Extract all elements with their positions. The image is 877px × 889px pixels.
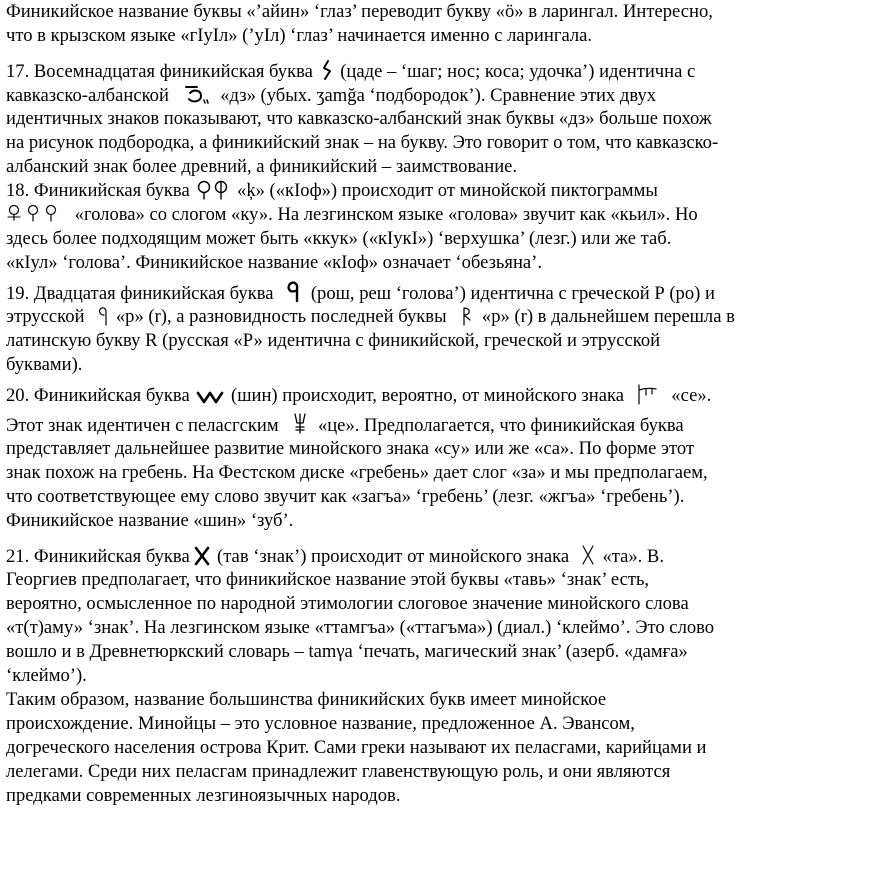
text-line: «кIул» ‘голова’. Финикийское название «кIоф» означает ‘обезьяна’. bbox=[6, 252, 543, 273]
paragraph-intro bbox=[6, 0, 872, 48]
text-segment: 18. Финикийская буква bbox=[6, 180, 190, 201]
paragraph-19 bbox=[6, 281, 872, 377]
paragraph-conclusion bbox=[6, 688, 872, 808]
text-line: ‘клеймо’). bbox=[6, 665, 87, 686]
paragraph-17 bbox=[6, 59, 872, 179]
text-line: Финикийское название «шин» ‘зуб’. bbox=[6, 510, 294, 531]
text-segment: (шин) происходит, вероятно, от минойского знака bbox=[231, 385, 624, 406]
paragraph-21 bbox=[6, 544, 872, 688]
text-line: лелегами. Среди них пеласгам принадлежит главенствующую роль, и они являются bbox=[6, 761, 671, 782]
text-line: происхождение. Минойцы – это условное название, предложенное А. Эвансом, bbox=[6, 713, 635, 734]
phoenician-tsade-glyph-icon bbox=[320, 59, 334, 81]
phoenician-shin-glyph-icon bbox=[196, 389, 224, 405]
text-segment: «р» (r) в дальнейшем перешла в bbox=[481, 306, 735, 327]
text-segment: 21. Финикийская буква bbox=[6, 546, 190, 567]
text-segment: 20. Финикийская буква bbox=[6, 385, 190, 406]
text-segment: «р» (r), а разновидность последней буквы bbox=[115, 306, 447, 327]
text-segment: «це». Предполагается, что финикийская буква bbox=[317, 415, 684, 436]
text-line: на рисунок подбородка, а финикийский знак – на букву. Это говорит о том, что кавказско- bbox=[6, 132, 719, 153]
text-segment: «дз» (убых. ʒamğa ‘подбородок’). Сравнение этих двух bbox=[220, 85, 657, 106]
text-segment: «голова» со слогом «ку». На лезгинском языке «голова» звучит как «кьил». Но bbox=[74, 204, 698, 225]
text-segment: «се». bbox=[671, 385, 712, 406]
document-page bbox=[6, 0, 872, 808]
text-line: догреческого населения острова Крит. Сами греки называют их пеласгами, карийцами и bbox=[6, 737, 707, 758]
text-line bbox=[6, 59, 872, 83]
text-line: Финикийское название буквы «’айин» ‘глаз’ переводит букву «ö» в ларингал. Интересно, bbox=[6, 1, 713, 22]
etruscan-r-glyph-icon bbox=[97, 306, 109, 326]
pelasgian-tse-glyph-icon bbox=[293, 413, 307, 435]
text-segment: (тав ‘знак’) происходит от минойского знака bbox=[217, 546, 570, 567]
text-line: буквами). bbox=[6, 354, 83, 375]
text-line: «т(т)аму» ‘знак’. На лезгинском языке «ттамгъа» («ттагъма») (диал.) ‘клеймо’. Это слово bbox=[6, 617, 715, 638]
text-line: Георгиев предполагает, что финикийское название этой буквы «тавь» ‘знак’ есть, bbox=[6, 569, 650, 590]
text-line bbox=[6, 305, 872, 329]
text-line: вероятно, осмысленное по народной этимологии слоговое значение минойского слова bbox=[6, 593, 689, 614]
text-line: албанский знак более древний, а финикийский – заимствование. bbox=[6, 156, 518, 177]
paragraph-20 bbox=[6, 383, 872, 533]
minoan-head-pictogram-icon bbox=[6, 204, 68, 224]
text-line: латинскую букву R (русская «Р» идентична с финикийской, греческой и этрусской bbox=[6, 330, 661, 351]
text-segment: Этот знак идентичен с пеласгским bbox=[6, 415, 279, 436]
text-line bbox=[6, 281, 872, 305]
phoenician-resh-glyph-icon bbox=[286, 281, 300, 303]
text-line: знак похож на гребень. На Фестском диске «гребень» дает слог «за» и мы предполагаем, bbox=[6, 462, 708, 483]
etruscan-r-variant-glyph-icon bbox=[461, 306, 473, 326]
text-segment: этрусской bbox=[6, 306, 85, 327]
text-line: что соответствующее ему слово звучит как «загъа» ‘гребень’ (лезг. «жгъа» ‘гребень’). bbox=[6, 486, 685, 507]
text-line bbox=[6, 383, 872, 407]
text-segment: «ķ» («кIоф») происходит от минойской пиктограммы bbox=[237, 180, 658, 201]
text-line: Таким образом, название большинства финикийских букв имеет минойское bbox=[6, 689, 607, 710]
text-line bbox=[6, 203, 872, 227]
text-segment: (цаде – ‘шаг; нос; коса; удочка’) идентична с bbox=[340, 61, 696, 82]
text-line bbox=[6, 544, 872, 568]
text-line: вошло и в Древнетюркский словарь – tamγa ‘печать, магический знак’ (азерб. «дамға» bbox=[6, 641, 688, 662]
text-line bbox=[6, 179, 872, 203]
text-line: здесь более подходящим может быть «ккук» («кIукI») ‘верхушка’ (лезг.) или же таб. bbox=[6, 228, 672, 249]
text-segment: 19. Двадцатая финикийская буква bbox=[6, 283, 274, 304]
phoenician-taw-glyph-icon bbox=[194, 546, 210, 566]
text-line: идентичных знаков показывают, что кавказско-албанский знак буквы «дз» больше похож bbox=[6, 108, 712, 129]
text-line: что в крызском языке «гIуIл» (’уIл) ‘глаз’ начинается именно с ларингала. bbox=[6, 25, 593, 46]
text-line: представляет дальнейшее развитие минойского знака «су» или же «са». По форме этот bbox=[6, 438, 695, 459]
text-segment: 17. Восемнадцатая финикийская буква bbox=[6, 61, 313, 82]
text-line: предками современных лезгиноязычных народов. bbox=[6, 785, 401, 806]
phoenician-qoph-glyph-icon bbox=[196, 180, 230, 200]
text-segment: (рош, реш ‘голова’) идентична с греческой Р (ро) и bbox=[310, 283, 715, 304]
minoan-se-glyph-icon bbox=[637, 383, 657, 405]
minoan-ta-glyph-icon bbox=[580, 544, 596, 566]
text-line bbox=[6, 413, 872, 437]
caucasian-albanian-dz-glyph-icon bbox=[184, 83, 210, 105]
text-line bbox=[6, 83, 872, 107]
text-segment: «та». В. bbox=[602, 546, 664, 567]
paragraph-18 bbox=[6, 179, 872, 275]
text-segment: кавказско-албанской bbox=[6, 85, 169, 106]
